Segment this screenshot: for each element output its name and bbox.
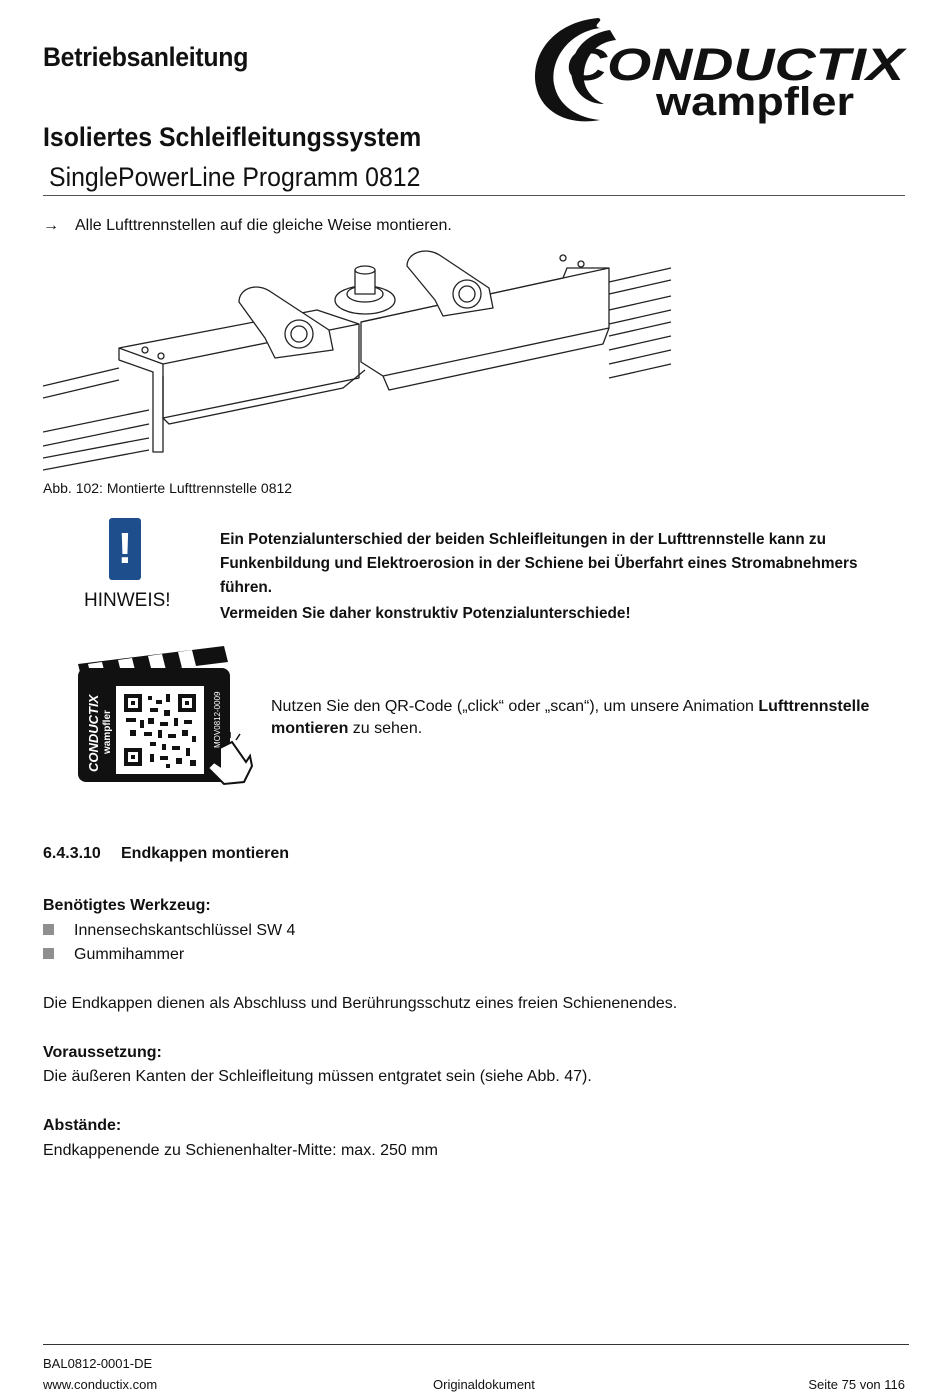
step-text: Alle Lufttrennstellen auf die gleiche Weise montieren. (75, 217, 452, 234)
logo-brand-text: CONDUCTIX (566, 39, 908, 90)
precondition-heading: Voraussetzung: (43, 1044, 162, 1061)
section-title: Endkappen montieren (121, 845, 290, 862)
tools-heading: Benötigtes Werkzeug: (43, 897, 211, 914)
section-number: 6.4.3.10 (43, 845, 101, 862)
square-bullet-icon (43, 924, 54, 935)
precondition-text: Die äußeren Kanten der Schleifleitung müssen entgratet sein (siehe Abb. 47). (43, 1068, 592, 1085)
system-title: Isoliertes Schleifleitungssystem (43, 122, 422, 152)
clapper-logo-subtext: wampfler (102, 710, 113, 754)
square-bullet-icon (43, 948, 54, 959)
system-subtitle: SinglePowerLine Programm 0812 (49, 162, 421, 192)
instruction-step (43, 217, 452, 235)
header-divider (43, 195, 905, 196)
footer-website-link[interactable]: www.conductix.com (43, 1377, 158, 1392)
video-clapperboard-qr-link[interactable] (74, 644, 254, 786)
hint-warning-text: Ein Potenzialunterschied der beiden Schleifleitungen in der Lufttrennstelle kann zu Funkenbildung und Elektroerosion in der Schiene bei Überfahrt eines Stromabnehmers führen. (220, 531, 858, 596)
list-item: Gummihammer (43, 946, 184, 964)
video-link-text: Nutzen Sie den QR-Code („click“ oder „scan“), um unsere Animation Lufttrennstelle montieren zu sehen. (271, 698, 870, 737)
footer-original-label: Originaldokument (433, 1377, 535, 1392)
logo-subbrand-text: wampfler (654, 80, 854, 124)
hint-advice-text: Vermeiden Sie daher konstruktiv Potenzialunterschiede! (220, 605, 631, 622)
hint-text (220, 528, 858, 628)
footer-document-id: BAL0812-0001-DE (43, 1356, 153, 1371)
arrow-right-icon: → (43, 217, 59, 234)
animation-link[interactable]: Lufttrennstelle montieren (271, 698, 870, 737)
figure-caption: Abb. 102: Montierte Lufttrennstelle 0812 (43, 480, 293, 496)
footer-divider (43, 1344, 909, 1345)
exclamation-icon: ! (109, 518, 141, 580)
clapper-code: MOV0812-0009 (213, 691, 222, 748)
rail-assembly-drawing-image (43, 238, 673, 473)
distances-text: Endkappenende zu Schienenhalter-Mitte: max. 250 mm (43, 1142, 438, 1159)
document-type-title: Betriebsanleitung (43, 42, 249, 72)
distances-heading: Abstände: (43, 1117, 122, 1134)
conductix-wampfler-logo (528, 14, 910, 136)
footer-page-number: Seite 75 von 116 (808, 1377, 905, 1392)
section-description: Die Endkappen dienen als Abschluss und Berührungsschutz eines freien Schienenendes. (43, 995, 678, 1012)
clapper-logo-text: CONDUCTIX (86, 694, 101, 772)
list-item: Innensechskantschlüssel SW 4 (43, 922, 295, 940)
hint-label: HINWEIS! (84, 590, 171, 611)
